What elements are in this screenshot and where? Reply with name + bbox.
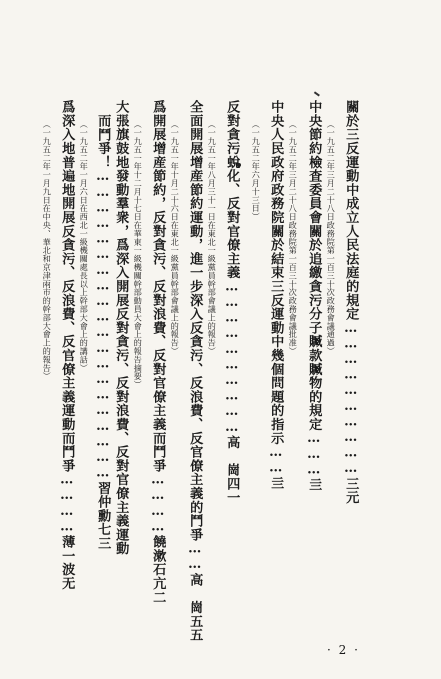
toc-entry-7: 大張旗鼓地發動羣衆，爲深入開展反對貪污、反對浪費、反對官僚主義運動 xyxy=(113,100,129,556)
toc-entry-2-note: （一九五二年三月二十八日政務院第一百三十次政務會議批准） xyxy=(288,120,299,356)
toc-entry-7-note: （一九五二年一月六日在西北一級機關處長以上幹部大會上的講話） xyxy=(79,120,90,372)
toc-entry-5-note: （一九五一年十月二十六日在東北一級黨員幹部會議上的報告） xyxy=(170,120,181,356)
ink-mark xyxy=(314,91,320,96)
page-number: · 2 · xyxy=(327,643,360,657)
toc-entry-4-note: （一九五一年八月三十一日在東北一級黨員幹部會議上的報告） xyxy=(207,120,218,356)
toc-entry-8: 爲深入地普遍地開展反貪污、反浪費、反官僚主義運動而鬥爭…………薄一波无 xyxy=(59,100,75,591)
toc-entry-5: 全面開展增産節約運動，進一步深入反貪污、反浪費、反官僚主義的鬥爭……高 崗五五 xyxy=(187,100,203,642)
toc-entry-3: 中央人民政府政務院關於結束三反運動中幾個問題的指示……亖 xyxy=(268,100,284,490)
toc-entry-8-note: （一九五二年一月九日在中央、華北和京津兩市的幹部大會上的報告） xyxy=(42,120,53,381)
toc-entry-6: 爲開展增産節約，反對貪污、反對浪費、反對官僚主義而鬥爭…………饒漱石亢二 xyxy=(150,100,166,604)
toc-entry-4: 反對貪污蛻化、反對官僚主義…………………………高 崗四一 xyxy=(224,100,240,505)
toc-entry-6-note: （一九五一年十二月十七日在華東一級機關幹部動員大會上的報告摘要） xyxy=(133,120,144,389)
toc-entry-3-note: （一九五二年六月十三日） xyxy=(251,120,262,221)
toc-entry-1: 關於三反運動中成立人民法庭的規定…………………………三元 xyxy=(343,100,359,505)
toc-entry-1-note: （一九五二年三月二十八日政務院第一百三十次政務會議通過） xyxy=(326,120,337,356)
toc-entry-2: 中央節約檢査委員會關於追繳貪污分子贓款贓物的規定………亖 xyxy=(306,100,322,492)
toc-entry-7-continued: 而鬥爭！……………………………………………………習仲勳七三 xyxy=(95,114,111,551)
